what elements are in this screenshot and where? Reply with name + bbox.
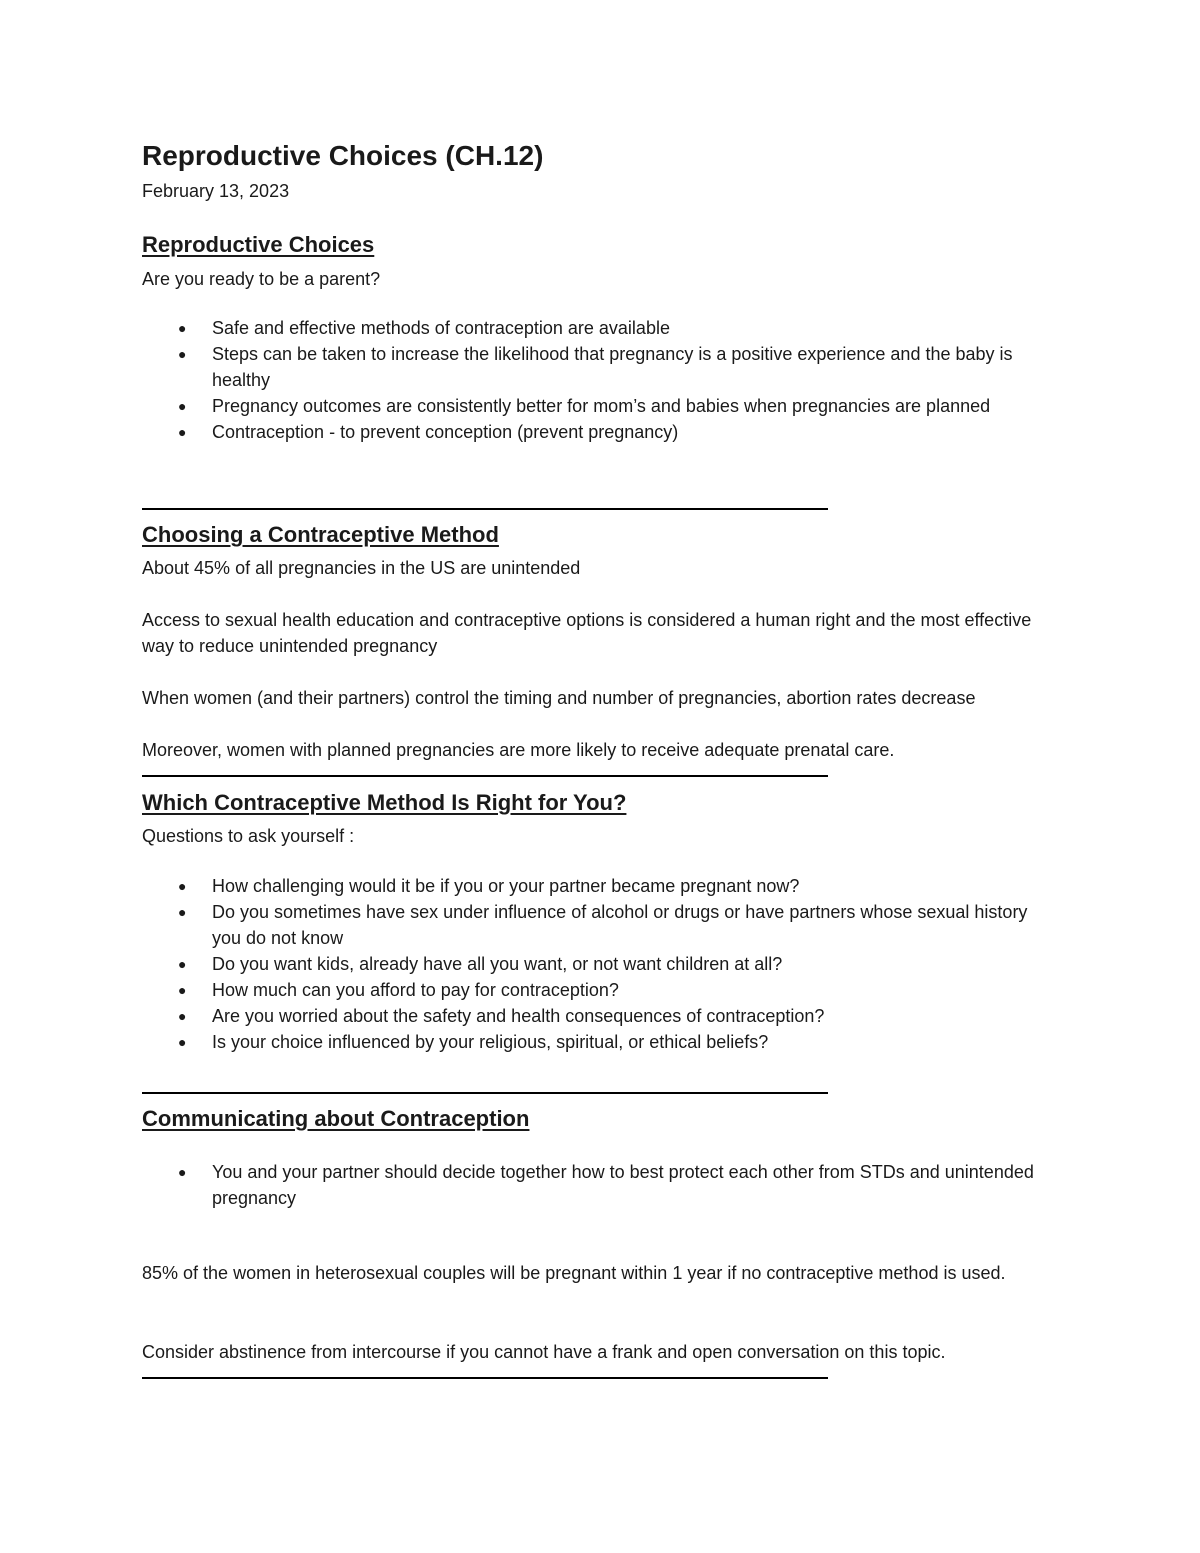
- horizontal-divider: [142, 1377, 828, 1379]
- bullet-icon: ●: [178, 1008, 187, 1024]
- paragraph: When women (and their partners) control the timing and number of pregnancies, abortion rates decrease: [142, 688, 976, 708]
- list-item: ● Contraception - to prevent conception (prevent pregnancy): [142, 419, 1057, 445]
- horizontal-divider: [142, 1092, 828, 1094]
- list-item: ● How much can you afford to pay for contraception?: [142, 977, 1057, 1003]
- bullet-icon: ●: [178, 1164, 187, 1180]
- list-item: ● Safe and effective methods of contraception are available: [142, 315, 1057, 341]
- document-title: Reproductive Choices (CH.12): [142, 140, 544, 171]
- document-date: February 13, 2023: [142, 181, 290, 201]
- horizontal-divider: [142, 775, 828, 777]
- section-heading-choosing-method: Choosing a Contraceptive Method: [142, 522, 499, 547]
- bullet-icon: ●: [178, 904, 187, 920]
- paragraph: About 45% of all pregnancies in the US are unintended: [142, 558, 581, 578]
- bullet-icon: ●: [178, 424, 187, 440]
- paragraph: 85% of the women in heterosexual couples will be pregnant within 1 year if no contraceptive method is used.: [142, 1263, 1006, 1283]
- list-item: ● How challenging would it be if you or your partner became pregnant now?: [142, 873, 1057, 899]
- bullet-icon: ●: [178, 1034, 187, 1050]
- bullet-list: [142, 873, 1057, 1055]
- section-heading-which-method: Which Contraceptive Method Is Right for You?: [142, 790, 627, 815]
- section-intro: Questions to ask yourself :: [142, 826, 355, 846]
- bullet-icon: ●: [178, 956, 187, 972]
- bullet-list: [142, 315, 1057, 445]
- bullet-list: [142, 1159, 1057, 1211]
- bullet-icon: ●: [178, 320, 187, 336]
- list-item: ● Pregnancy outcomes are consistently better for mom’s and babies when pregnancies are planned: [142, 393, 1057, 419]
- list-item: ● Steps can be taken to increase the likelihood that pregnancy is a positive experience and the baby is healthy: [142, 341, 1057, 393]
- paragraph: Consider abstinence from intercourse if you cannot have a frank and open conversation on this topic.: [142, 1342, 946, 1362]
- bullet-icon: ●: [178, 398, 187, 414]
- list-item: ● Do you sometimes have sex under influence of alcohol or drugs or have partners whose sexual history you do not know: [142, 899, 1057, 951]
- paragraph: Moreover, women with planned pregnancies are more likely to receive adequate prenatal care.: [142, 740, 895, 760]
- bullet-icon: ●: [178, 982, 187, 998]
- section-heading-reproductive-choices: Reproductive Choices: [142, 232, 375, 257]
- section-intro: Are you ready to be a parent?: [142, 269, 381, 289]
- list-item: ● You and your partner should decide together how to best protect each other from STDs and unintended pregnancy: [142, 1159, 1057, 1211]
- list-item: ● Do you want kids, already have all you want, or not want children at all?: [142, 951, 1057, 977]
- list-item: ● Is your choice influenced by your religious, spiritual, or ethical beliefs?: [142, 1029, 1057, 1055]
- paragraph: Access to sexual health education and contraceptive options is considered a human right and the most effective way to reduce unintended pregnancy: [142, 610, 1032, 656]
- horizontal-divider: [142, 508, 828, 510]
- bullet-icon: ●: [178, 346, 187, 362]
- section-heading-communicating: Communicating about Contraception: [142, 1106, 530, 1131]
- list-item: ● Are you worried about the safety and health consequences of contraception?: [142, 1003, 1057, 1029]
- bullet-icon: ●: [178, 878, 187, 894]
